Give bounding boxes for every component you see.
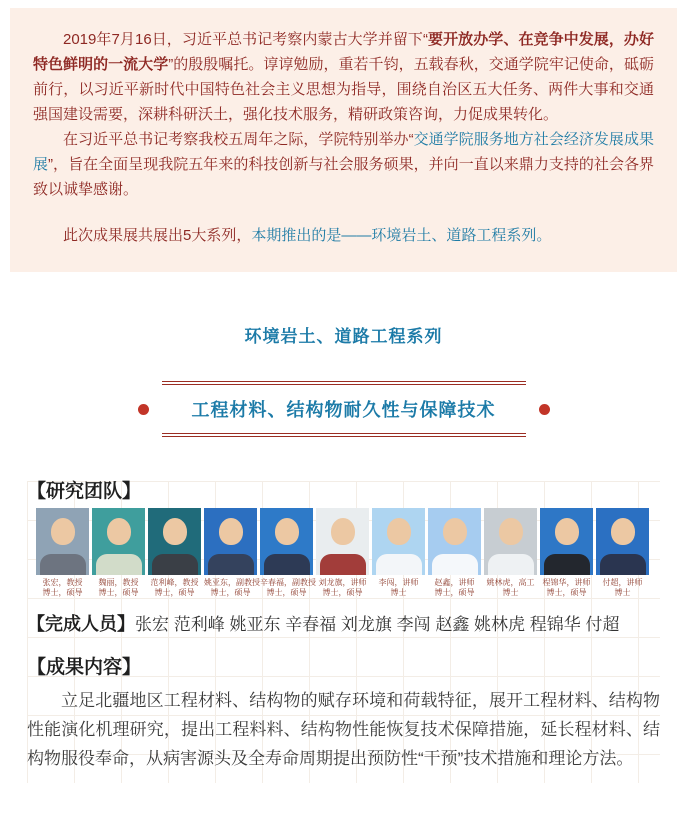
team-member-degree: 博士，硕导 [322, 588, 363, 597]
team-member-name-title: 范利峰，教授 [150, 578, 199, 587]
team-member [484, 508, 537, 598]
intro-p1-suffix: ”的殷殷嘱托。谆谆勉励，重若千钧，五载春秋，交通学院牢记使命，砥砺前行，以习近平新时代中国特色社会主义思想为指导，围绕自治区五大任务、两件大事和交通强国建设需要，深耕科研沃土，强化技术服务，精研政策咨询，力促成果转化。 [33, 56, 654, 123]
avatar-head-icon [331, 518, 355, 545]
avatar-torso-icon [488, 554, 534, 575]
team-member-name-title: 赵鑫，讲师 [434, 578, 475, 587]
avatar-head-icon [611, 518, 635, 545]
team-member-photo [92, 508, 145, 575]
team-member-degree: 博士，硕导 [98, 588, 139, 597]
intro-p2-prefix: 在习近平总书记考察我校五周年之际，学院特别举办“ [63, 131, 414, 148]
topic-banner [0, 381, 687, 437]
team-member-caption [596, 578, 649, 598]
avatar-torso-icon [152, 554, 198, 575]
content-paragraph: 立足北疆地区工程材料、结构物的赋存环境和荷载特征，展开工程材料、结构物性能演化机理研究，提出工程料料、结构物性能恢复技术保障措施，延长程材料、结构物服役奉命，从病害源头及全寿命周期提出预防性“干预”技术措施和理论方法。 [27, 691, 660, 768]
team-member-photo [148, 508, 201, 575]
team-member-photo [260, 508, 313, 575]
team-member [92, 508, 145, 598]
team-member-photo [204, 508, 257, 575]
team-member-caption [92, 578, 145, 598]
team-member-caption [372, 578, 425, 598]
avatar-torso-icon [208, 554, 254, 575]
team-member-name-title: 付超，讲师 [602, 578, 643, 587]
team-member-name-title: 姚亚东，副教授 [204, 578, 260, 587]
team-member-name-title: 刘龙旗，讲师 [318, 578, 367, 587]
intro-paragraph-2 [33, 127, 654, 202]
team-member-caption [204, 578, 260, 598]
avatar-torso-icon [600, 554, 646, 575]
team-member [204, 508, 260, 598]
intro-p3-series-announcement: 本期推出的是——环境岩土、道路工程系列。 [251, 227, 552, 244]
avatar-head-icon [275, 518, 299, 545]
results-section [27, 481, 660, 783]
red-dot-left-icon [138, 404, 149, 415]
team-member-photo [36, 508, 89, 575]
team-member-photo [428, 508, 481, 575]
team-member-degree: 博士 [502, 588, 519, 597]
avatar-torso-icon [40, 554, 86, 575]
team-member [148, 508, 201, 598]
team-member-name-title: 张宏，教授 [42, 578, 83, 587]
series-title: 环境岩土、道路工程系列 [244, 327, 443, 346]
completed-personnel-label: 【完成人员】 [27, 614, 135, 634]
intro-p3-prefix: 此次成果展共展出5大系列， [63, 227, 252, 244]
team-member-degree: 博士，硕导 [546, 588, 587, 597]
team-member-caption [260, 578, 316, 598]
team-member-caption [540, 578, 593, 598]
team-member-name-title: 程锦华，讲师 [542, 578, 591, 587]
team-member [316, 508, 369, 598]
intro-p1-prefix: 2019年7月16日，习近平总书记考察内蒙古大学并留下“ [63, 31, 428, 48]
team-member-degree: 博士 [614, 588, 631, 597]
avatar-torso-icon [96, 554, 142, 575]
team-member-name-title: 辛春福，副教授 [260, 578, 316, 587]
intro-p2-exhibition-name: 交通学院服务地方社会经济发展成果展 [33, 131, 654, 173]
team-member-photo [484, 508, 537, 575]
team-member-name-title: 李闯，讲师 [378, 578, 419, 587]
team-member-photo [540, 508, 593, 575]
team-member-degree: 博士，硕导 [42, 588, 83, 597]
avatar-head-icon [443, 518, 467, 545]
intro-paragraph-1 [33, 27, 654, 127]
team-member [596, 508, 649, 598]
team-member [36, 508, 89, 598]
team-member-caption [148, 578, 201, 598]
avatar-head-icon [51, 518, 75, 545]
team-member-photo [596, 508, 649, 575]
team-member [260, 508, 316, 598]
team-member-name-title: 姚林虎，高工 [486, 578, 535, 587]
team-member-degree: 博士，硕导 [266, 588, 307, 597]
intro-highlight-block [10, 8, 677, 272]
team-member-caption [428, 578, 481, 598]
avatar-torso-icon [264, 554, 310, 575]
avatar-torso-icon [432, 554, 478, 575]
content-heading: 【成果内容】 [27, 657, 142, 678]
team-member-name-title: 魏丽，教授 [98, 578, 139, 587]
avatar-head-icon [107, 518, 131, 545]
avatar-torso-icon [544, 554, 590, 575]
avatar-torso-icon [376, 554, 422, 575]
team-heading: 【研究团队】 [27, 481, 142, 502]
topic-banner-title: 工程材料、结构物耐久性与保障技术 [162, 381, 526, 437]
avatar-head-icon [555, 518, 579, 545]
team-member-caption [36, 578, 89, 598]
avatar-torso-icon [320, 554, 366, 575]
completed-personnel-names: 张宏 范利峰 姚亚东 辛春福 刘龙旗 李闯 赵鑫 姚林虎 程锦华 付超 [135, 615, 620, 634]
team-member-caption [484, 578, 537, 598]
avatar-head-icon [163, 518, 187, 545]
intro-p1-quote-bold: 要开放办学、在竞争中发展，办好特色鲜明的一流大学 [33, 31, 654, 73]
intro-p2-suffix: ”，旨在全面呈现我院五年来的科技创新与社会服务硕果，并向一直以来鼎力支持的社会各界致以诚挚感谢。 [33, 156, 654, 198]
team-photo-row [36, 508, 660, 598]
team-member-degree: 博士，硕导 [210, 588, 251, 597]
team-member-degree: 博士 [390, 588, 407, 597]
team-member-photo [316, 508, 369, 575]
team-member-degree: 博士，硕导 [434, 588, 475, 597]
completed-personnel-line [27, 609, 660, 640]
avatar-head-icon [387, 518, 411, 545]
avatar-head-icon [219, 518, 243, 545]
team-member [372, 508, 425, 598]
team-member-degree: 博士，硕导 [154, 588, 195, 597]
team-member-caption [316, 578, 369, 598]
avatar-head-icon [499, 518, 523, 545]
red-dot-right-icon [539, 404, 550, 415]
team-member [540, 508, 593, 598]
intro-paragraph-3 [33, 223, 654, 248]
team-member [428, 508, 481, 598]
team-member-photo [372, 508, 425, 575]
